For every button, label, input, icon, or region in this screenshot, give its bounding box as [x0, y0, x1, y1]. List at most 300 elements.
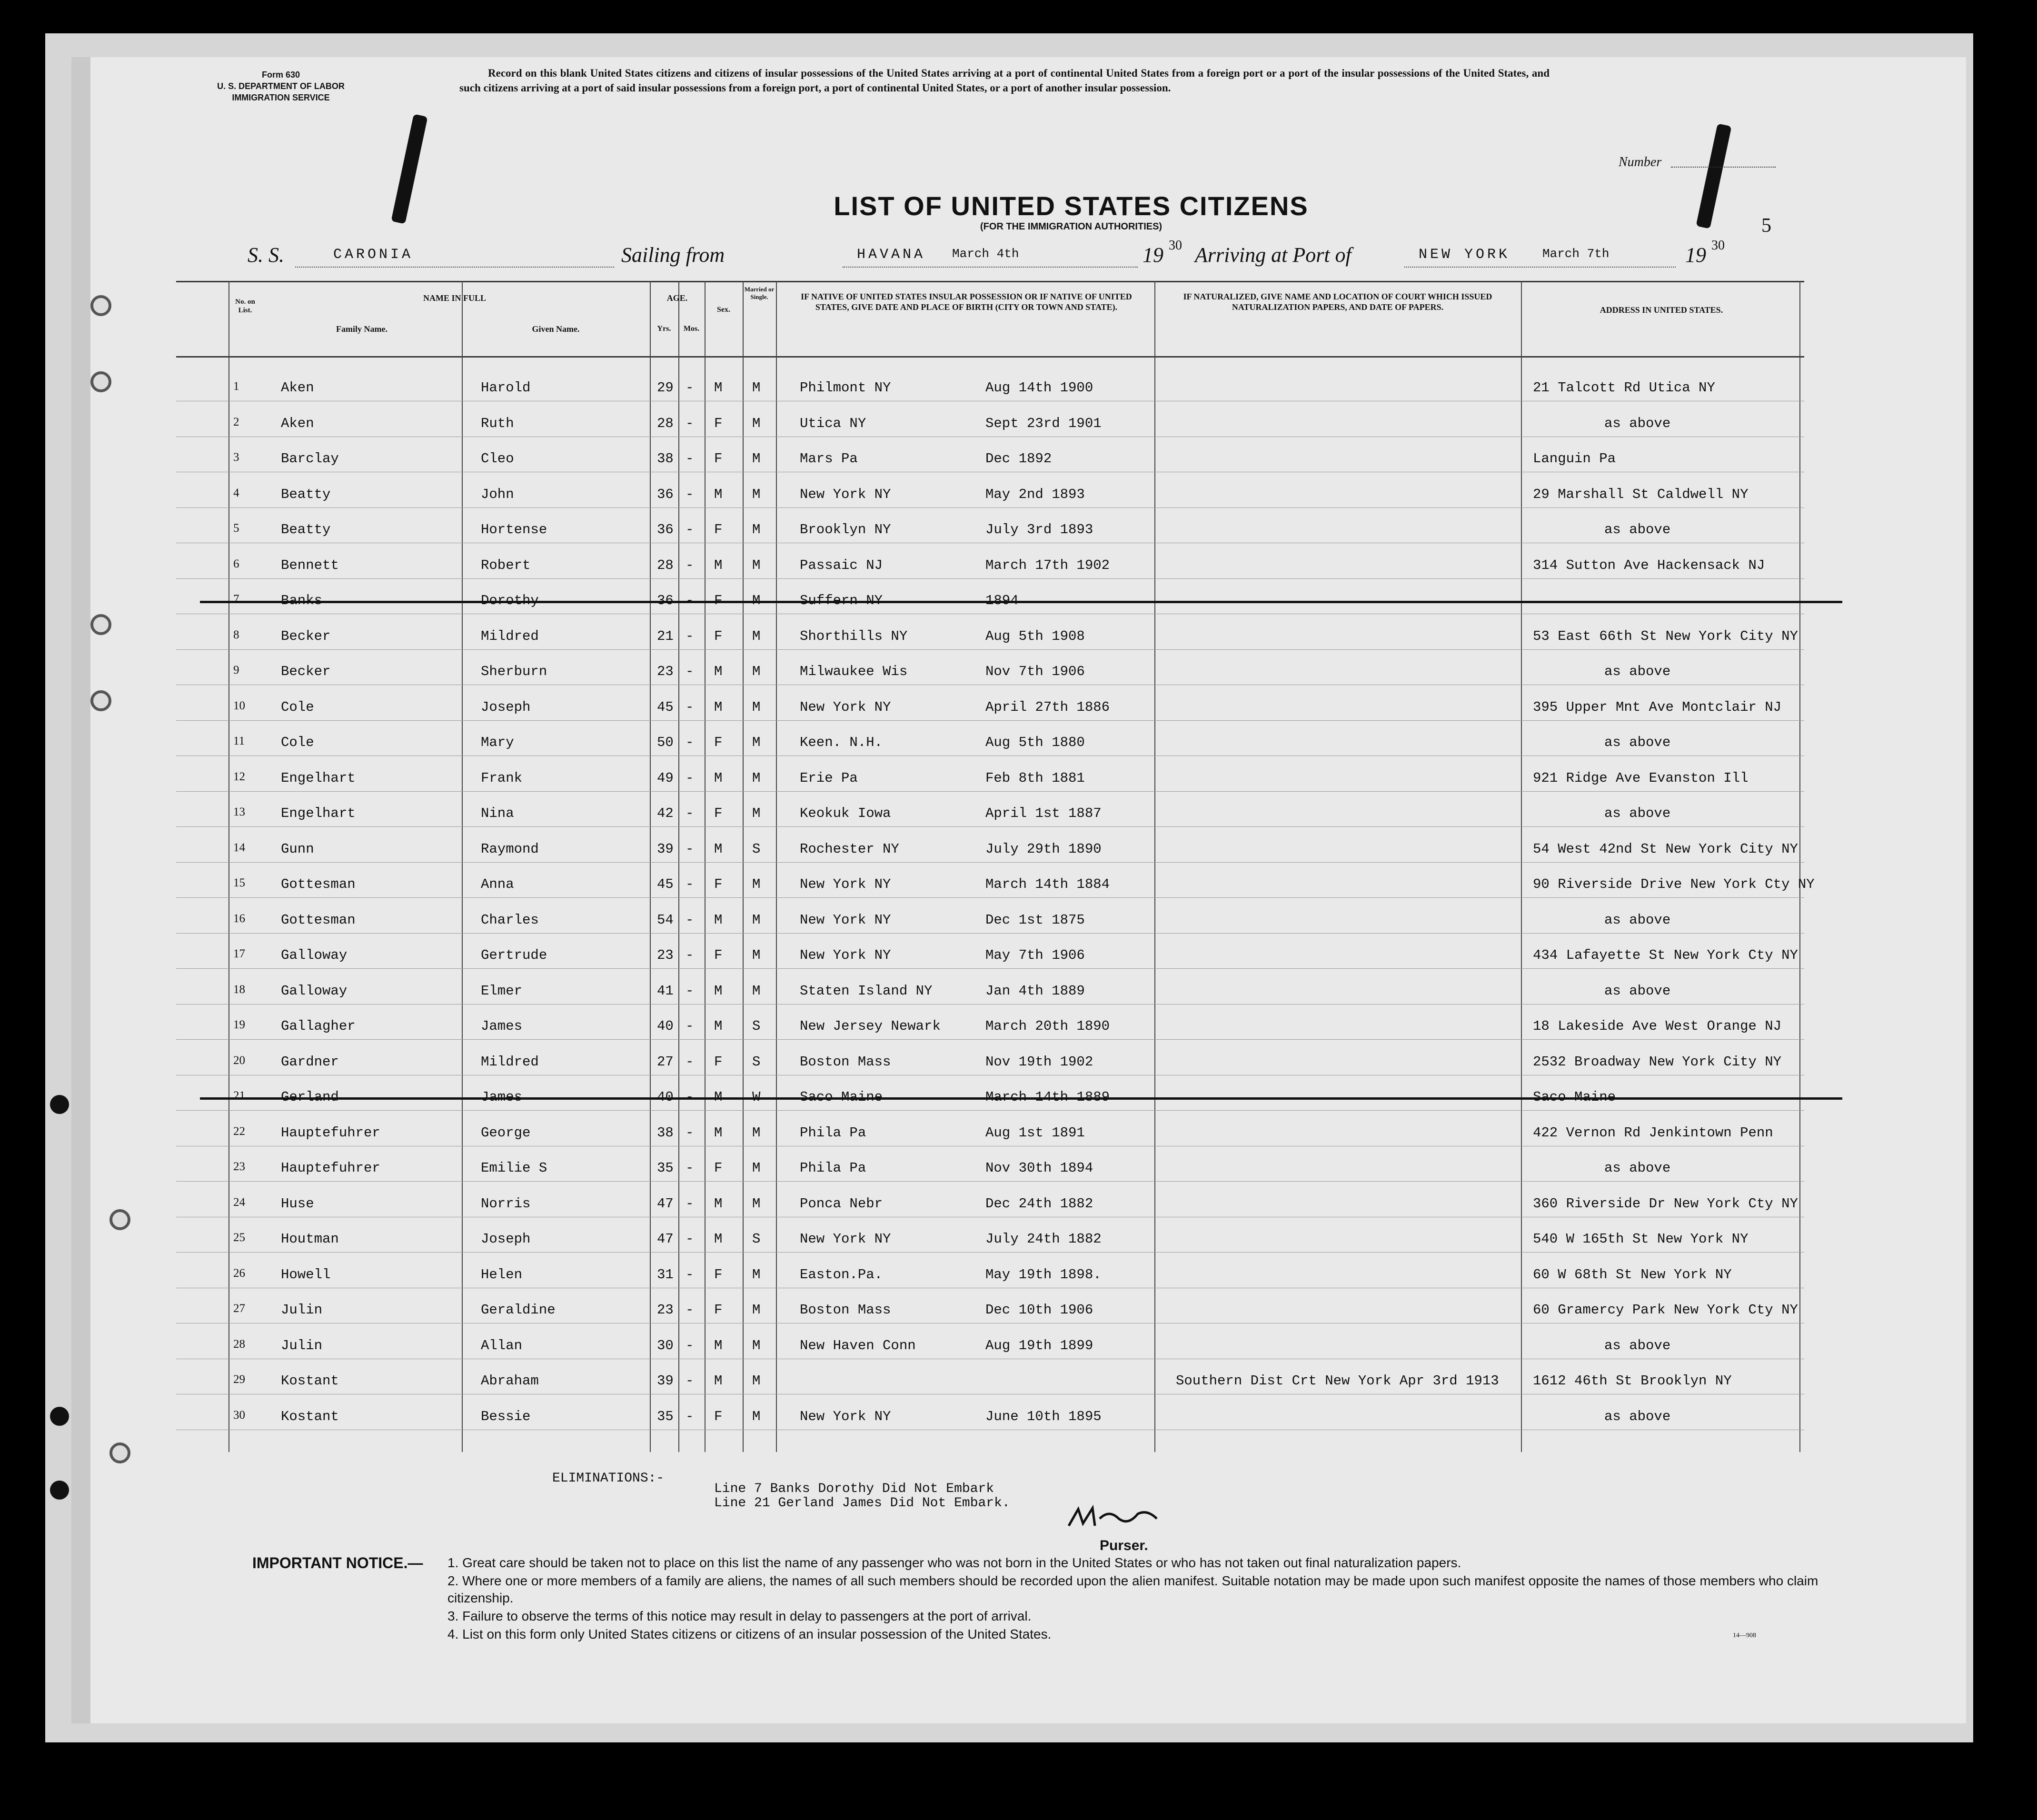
binder-ring-icon [90, 295, 111, 316]
cell-date: March 17th 1902 [985, 557, 1110, 573]
col-divider [1799, 281, 1800, 1452]
cell-yrs: 27 [657, 1054, 674, 1070]
col-divider [776, 281, 777, 1452]
cell-given: Cleo [481, 451, 514, 467]
cell-date: March 14th 1884 [985, 876, 1110, 892]
cell-family: Galloway [281, 947, 348, 963]
cell-family: Cole [281, 735, 314, 750]
cell-place: Phila Pa [800, 1124, 866, 1141]
cell-date: July 24th 1882 [985, 1231, 1102, 1247]
cell-ms: S [752, 841, 761, 857]
cell-given: Anna [481, 876, 514, 892]
cell-given: Geraldine [481, 1302, 556, 1318]
cell-mos: - [686, 947, 694, 963]
notice-item-3: 3. Failure to observe the terms of this notice may result in delay to passengers at the port of arrival. [447, 1609, 1032, 1623]
cell-family: Gunn [281, 841, 314, 857]
cell-sex: F [714, 451, 723, 467]
cell-sex: M [714, 912, 723, 928]
cell-given: Nina [481, 806, 514, 821]
cell-mos: - [686, 522, 694, 537]
form-number: Form 630 [261, 70, 300, 80]
cell-given: Sherburn [481, 664, 547, 679]
row-ruling [176, 1110, 1804, 1111]
cell-place: Erie Pa [800, 770, 858, 786]
cell-given: Frank [481, 770, 523, 786]
cell-date: Dec 24th 1882 [985, 1195, 1093, 1212]
cell-yrs: 49 [657, 770, 674, 786]
cell-given: Hortense [481, 522, 547, 537]
cell-date: Aug 14th 1900 [985, 380, 1093, 396]
cell-yrs: 40 [657, 1089, 674, 1105]
cell-mos: - [686, 415, 694, 431]
cell-ms: M [752, 1373, 761, 1389]
cell-family: Aken [281, 380, 314, 396]
cell-given: Joseph [481, 699, 531, 715]
cell-given: Gertrude [481, 947, 547, 963]
header-yrs: Yrs. [657, 325, 671, 333]
cell-ms: S [752, 1231, 761, 1247]
cell-sex: F [714, 876, 723, 892]
cell-no: 22 [233, 1124, 245, 1138]
year-from-prefix: 19 [1143, 243, 1163, 267]
cell-family: Huse [281, 1195, 314, 1212]
cell-place: Easton.Pa. [800, 1266, 883, 1283]
cell-date: Feb 8th 1881 [985, 770, 1085, 786]
cell-sex: M [714, 770, 723, 786]
row-ruling [176, 968, 1804, 969]
cell-family: Julin [281, 1302, 323, 1318]
cell-addr: 1612 46th St Brooklyn NY [1533, 1373, 1732, 1389]
cell-date: Nov 19th 1902 [985, 1054, 1093, 1070]
cell-sex: M [714, 1373, 723, 1389]
cell-place: Brooklyn NY [800, 522, 891, 537]
cell-ms: M [752, 1302, 761, 1318]
cell-date: Aug 5th 1908 [985, 628, 1085, 644]
arrive-line [1404, 267, 1676, 268]
cell-given: Mildred [481, 1054, 539, 1070]
cell-mos: - [686, 841, 694, 857]
cell-place: Saco Maine [800, 1089, 883, 1105]
cell-no: 6 [233, 557, 239, 570]
cell-yrs: 39 [657, 841, 674, 857]
cell-family: Gottesman [281, 912, 356, 928]
cell-given: Mary [481, 735, 514, 750]
cell-sex: M [714, 841, 723, 857]
cell-no: 1 [233, 380, 239, 393]
header-address: ADDRESS IN UNITED STATES. [1600, 305, 1723, 315]
cell-family: Howell [281, 1266, 331, 1283]
cell-ms: M [752, 1160, 761, 1176]
cell-addr: 422 Vernon Rd Jenkintown Penn [1533, 1124, 1773, 1141]
cell-addr: 60 W 68th St New York NY [1533, 1266, 1732, 1283]
cell-ms: M [752, 1337, 761, 1353]
cell-ms: M [752, 947, 761, 963]
port-from: HAVANA [857, 247, 926, 263]
binder-ring-icon [109, 1209, 130, 1230]
cell-yrs: 54 [657, 912, 674, 928]
cell-nat: Southern Dist Crt New York Apr 3rd 1913 [1176, 1373, 1499, 1389]
cell-ms: M [752, 593, 761, 608]
cell-family: Aken [281, 415, 314, 431]
cell-ms: M [752, 451, 761, 467]
cell-ms: M [752, 876, 761, 892]
binder-ring-icon [90, 371, 111, 392]
cell-given: Emilie S [481, 1160, 547, 1176]
ss-label: S. S. [248, 243, 284, 267]
cell-family: Cole [281, 699, 314, 715]
cell-date: March 20th 1890 [985, 1018, 1110, 1034]
cell-mos: - [686, 486, 694, 502]
cell-sex: M [714, 1195, 723, 1212]
cell-mos: - [686, 876, 694, 892]
cell-ms: M [752, 735, 761, 750]
cell-yrs: 30 [657, 1337, 674, 1353]
row-ruling [176, 791, 1804, 792]
row-ruling [176, 933, 1804, 934]
year-from-suffix: 30 [1169, 238, 1182, 253]
cell-ms: M [752, 912, 761, 928]
cell-mos: - [686, 1373, 694, 1389]
cell-mos: - [686, 628, 694, 644]
cell-family: Barclay [281, 451, 339, 467]
cell-place: New York NY [800, 947, 891, 963]
cell-addr: as above [1604, 983, 1671, 999]
cell-yrs: 50 [657, 735, 674, 750]
cell-sex: F [714, 522, 723, 537]
cell-family: Kostant [281, 1373, 339, 1389]
cell-no: 16 [233, 912, 245, 925]
cell-family: Gerland [281, 1089, 339, 1105]
elimination-line-1: Line 7 Banks Dorothy Did Not Embark [714, 1482, 994, 1496]
cell-ms: M [752, 380, 761, 396]
header-age: AGE. [666, 293, 688, 303]
cell-sex: M [714, 486, 723, 502]
cell-date: Nov 30th 1894 [985, 1160, 1093, 1176]
cell-date: Nov 7th 1906 [985, 664, 1085, 679]
form-service: IMMIGRATION SERVICE [232, 93, 330, 102]
cell-addr: as above [1604, 415, 1671, 431]
cell-no: 5 [233, 522, 239, 535]
cell-addr: 29 Marshall St Caldwell NY [1533, 486, 1749, 502]
cell-place: Passaic NJ [800, 557, 883, 573]
cell-no: 8 [233, 628, 239, 641]
cell-date: April 27th 1886 [985, 699, 1110, 715]
cell-given: Abraham [481, 1373, 539, 1389]
cell-sex: M [714, 1231, 723, 1247]
cell-ms: M [752, 557, 761, 573]
cell-date: Jan 4th 1889 [985, 983, 1085, 999]
cell-date: Dec 1892 [985, 451, 1052, 467]
elimination-line-2: Line 21 Gerland James Did Not Embark. [714, 1496, 1010, 1511]
cell-date: Aug 19th 1899 [985, 1337, 1093, 1353]
cell-given: Joseph [481, 1231, 531, 1247]
cell-family: Houtman [281, 1231, 339, 1247]
cell-addr: 360 Riverside Dr New York Cty NY [1533, 1195, 1798, 1212]
cell-yrs: 42 [657, 806, 674, 821]
cell-place: New York NY [800, 912, 891, 928]
cell-given: Elmer [481, 983, 523, 999]
eliminations-label: ELIMINATIONS:- [552, 1471, 665, 1486]
cell-given: John [481, 486, 514, 502]
col-divider [1154, 281, 1155, 1452]
cell-ms: M [752, 1266, 761, 1283]
cell-yrs: 41 [657, 983, 674, 999]
cell-no: 3 [233, 451, 239, 464]
cell-sex: F [714, 1160, 723, 1176]
row-ruling [176, 507, 1804, 508]
cell-given: James [481, 1089, 523, 1105]
cell-no: 10 [233, 699, 245, 712]
cell-yrs: 47 [657, 1231, 674, 1247]
arriving-label: Arriving at Port of [1195, 243, 1351, 267]
cell-family: Banks [281, 593, 323, 608]
cell-addr: as above [1604, 1408, 1671, 1424]
cell-addr: as above [1604, 735, 1671, 750]
cell-ms: M [752, 770, 761, 786]
header-family-name: Family Name. [336, 324, 388, 334]
cell-no: 20 [233, 1054, 245, 1067]
cell-place: Staten Island NY [800, 983, 933, 999]
punch-hole-icon [50, 1481, 69, 1500]
cell-mos: - [686, 983, 694, 999]
cell-date: May 2nd 1893 [985, 486, 1085, 502]
cell-yrs: 36 [657, 486, 674, 502]
header-married-single: Married or Single. [744, 286, 775, 300]
cell-ms: S [752, 1018, 761, 1034]
cell-addr: 434 Lafayette St New York Cty NY [1533, 947, 1798, 963]
cell-given: Dorothy [481, 593, 539, 608]
row-ruling [176, 1039, 1804, 1040]
col-divider [462, 281, 463, 1452]
cell-date: July 3rd 1893 [985, 522, 1093, 537]
cell-sex: F [714, 1054, 723, 1070]
cell-addr: as above [1604, 1337, 1671, 1353]
cell-ms: M [752, 1124, 761, 1141]
cell-yrs: 21 [657, 628, 674, 644]
cell-family: Gallagher [281, 1018, 356, 1034]
binder-ring-icon [90, 690, 111, 711]
cell-sex: F [714, 806, 723, 821]
cell-yrs: 28 [657, 557, 674, 573]
cell-no: 27 [233, 1302, 245, 1315]
form-code: 14—908 [1733, 1632, 1756, 1639]
strikethrough-line [200, 1097, 1842, 1100]
cell-no: 12 [233, 770, 245, 783]
cell-no: 18 [233, 983, 245, 996]
cell-mos: - [686, 557, 694, 573]
purser-label: Purser. [1100, 1538, 1148, 1553]
cell-ms: M [752, 522, 761, 537]
page-number: 5 [1761, 215, 1771, 237]
year-to-suffix: 30 [1711, 238, 1725, 253]
cell-mos: - [686, 1018, 694, 1034]
cell-yrs: 47 [657, 1195, 674, 1212]
cell-date: July 29th 1890 [985, 841, 1102, 857]
cell-place: New Haven Conn [800, 1337, 916, 1353]
cell-no: 23 [233, 1160, 245, 1173]
cell-yrs: 36 [657, 522, 674, 537]
row-ruling [176, 862, 1804, 863]
cell-date: June 10th 1895 [985, 1408, 1102, 1424]
cell-family: Becker [281, 628, 331, 644]
cell-place: New York NY [800, 1231, 891, 1247]
cell-no: 25 [233, 1231, 245, 1244]
cell-place: Boston Mass [800, 1054, 891, 1070]
cell-date: Sept 23rd 1901 [985, 415, 1102, 431]
cell-given: Charles [481, 912, 539, 928]
cell-sex: F [714, 1302, 723, 1318]
cell-ms: M [752, 1408, 761, 1424]
cell-given: Norris [481, 1195, 531, 1212]
cell-date: 1894 [985, 593, 1019, 608]
cell-no: 24 [233, 1195, 245, 1209]
cell-given: Allan [481, 1337, 523, 1353]
cell-yrs: 31 [657, 1266, 674, 1283]
cell-addr: as above [1604, 522, 1671, 537]
header-mos: Mos. [683, 325, 700, 333]
cell-no: 7 [233, 593, 239, 606]
cell-mos: - [686, 1231, 694, 1247]
notice-item-4: 4. List on this form only United States citizens or citizens of an insular possession of the United States. [447, 1627, 1052, 1641]
cell-mos: - [686, 699, 694, 715]
row-ruling [176, 649, 1804, 650]
cell-mos: - [686, 1408, 694, 1424]
cell-yrs: 39 [657, 1373, 674, 1389]
cell-addr: Languin Pa [1533, 451, 1616, 467]
cell-given: Mildred [481, 628, 539, 644]
cell-mos: - [686, 451, 694, 467]
cell-given: Helen [481, 1266, 523, 1283]
cell-no: 29 [233, 1373, 245, 1386]
year-to-prefix: 19 [1685, 243, 1706, 267]
cell-sex: M [714, 1337, 723, 1353]
row-ruling [176, 826, 1804, 827]
cell-no: 15 [233, 876, 245, 889]
cell-yrs: 35 [657, 1160, 674, 1176]
punch-hole-icon [50, 1407, 69, 1426]
ship-line [295, 267, 614, 268]
cell-family: Engelhart [281, 770, 356, 786]
header-birth: IF NATIVE OF UNITED STATES INSULAR POSSESSION OR IF NATIVE OF UNITED STATES, GIVE DATE AND PLACE OF BIRTH (CITY OR TOWN AND STATE). [801, 292, 1132, 312]
cell-mos: - [686, 806, 694, 821]
cell-mos: - [686, 664, 694, 679]
strikethrough-line [200, 601, 1842, 603]
cell-addr: as above [1604, 912, 1671, 928]
cell-place: Ponca Nebr [800, 1195, 883, 1212]
cell-place: Mars Pa [800, 451, 858, 467]
cell-mos: - [686, 1302, 694, 1318]
cell-addr: 540 W 165th St New York NY [1533, 1231, 1749, 1247]
cell-given: Raymond [481, 841, 539, 857]
cell-family: Gardner [281, 1054, 339, 1070]
cell-yrs: 38 [657, 1124, 674, 1141]
col-divider [1521, 281, 1522, 1452]
cell-yrs: 23 [657, 664, 674, 679]
form-dept: U. S. DEPARTMENT OF LABOR [217, 81, 345, 91]
cell-place: Phila Pa [800, 1160, 866, 1176]
cell-yrs: 23 [657, 947, 674, 963]
cell-given: Harold [481, 380, 531, 396]
cell-sex: F [714, 735, 723, 750]
cell-place: Boston Mass [800, 1302, 891, 1318]
cell-ms: M [752, 983, 761, 999]
cell-yrs: 36 [657, 593, 674, 608]
cell-ms: M [752, 699, 761, 715]
cell-sex: F [714, 593, 723, 608]
cell-ms: M [752, 1195, 761, 1212]
cell-mos: - [686, 1337, 694, 1353]
notice-item-2: 2. Where one or more members of a family are aliens, the names of all such members should be recorded upon the alien manifest. Suitable notation may be made upon such manifest opposite the names of those members who claim citizenship. [447, 1573, 1818, 1605]
cell-mos: - [686, 1195, 694, 1212]
cell-no: 9 [233, 664, 239, 676]
cell-no: 17 [233, 947, 245, 960]
cell-mos: - [686, 1054, 694, 1070]
cell-yrs: 28 [657, 415, 674, 431]
cell-sex: M [714, 983, 723, 999]
cell-addr: 18 Lakeside Ave West Orange NJ [1533, 1018, 1782, 1034]
cell-addr: as above [1604, 664, 1671, 679]
cell-date: April 1st 1887 [985, 806, 1102, 821]
cell-no: 21 [233, 1089, 245, 1102]
cell-family: Becker [281, 664, 331, 679]
cell-sex: M [714, 557, 723, 573]
cell-sex: F [714, 415, 723, 431]
cell-given: Robert [481, 557, 531, 573]
cell-date: May 19th 1898. [985, 1266, 1102, 1283]
cell-no: 28 [233, 1337, 245, 1351]
cell-place: New York NY [800, 486, 891, 502]
cell-family: Beatty [281, 486, 331, 502]
cell-place: New York NY [800, 699, 891, 715]
cell-place: Suffern NY [800, 593, 883, 608]
notice-item-1: 1. Great care should be taken not to place on this list the name of any passenger who was not born in the United States or who has not taken out final naturalization papers. [447, 1555, 1461, 1570]
cell-given: George [481, 1124, 531, 1141]
cell-sex: M [714, 1089, 723, 1105]
cell-family: Bennett [281, 557, 339, 573]
date-from: March 4th [952, 247, 1019, 261]
sailing-from-label: Sailing from [621, 243, 725, 267]
cell-place: Philmont NY [800, 380, 891, 396]
purser-signature [1066, 1504, 1171, 1533]
cell-addr: 395 Upper Mnt Ave Montclair NJ [1533, 699, 1782, 715]
cell-yrs: 45 [657, 699, 674, 715]
cell-family: Galloway [281, 983, 348, 999]
cell-sex: M [714, 699, 723, 715]
cell-ms: S [752, 1054, 761, 1070]
cell-sex: F [714, 628, 723, 644]
cell-family: Kostant [281, 1408, 339, 1424]
cell-family: Julin [281, 1337, 323, 1353]
number-label: Number [1619, 155, 1662, 169]
cell-ms: M [752, 664, 761, 679]
header-naturalized: IF NATURALIZED, GIVE NAME AND LOCATION OF COURT WHICH ISSUED NATURALIZATION PAPERS, AND DATE OF PAPERS. [1183, 292, 1492, 312]
ship-name: CARONIA [333, 247, 414, 263]
cell-place: Utica NY [800, 415, 866, 431]
sailing-line [248, 238, 1795, 271]
cell-date: Aug 1st 1891 [985, 1124, 1085, 1141]
page-subtitle: (FOR THE IMMIGRATION AUTHORITIES) [980, 221, 1163, 232]
form-identifier [181, 69, 381, 103]
cell-place: New Jersey Newark [800, 1018, 941, 1034]
cell-no: 11 [233, 735, 245, 747]
binder-ring-icon [90, 614, 111, 635]
cell-family: Hauptefuhrer [281, 1124, 380, 1141]
cell-family: Beatty [281, 522, 331, 537]
cell-given: Ruth [481, 415, 514, 431]
cell-sex: F [714, 1266, 723, 1283]
cell-place: New York NY [800, 1408, 891, 1424]
cell-family: Hauptefuhrer [281, 1160, 380, 1176]
